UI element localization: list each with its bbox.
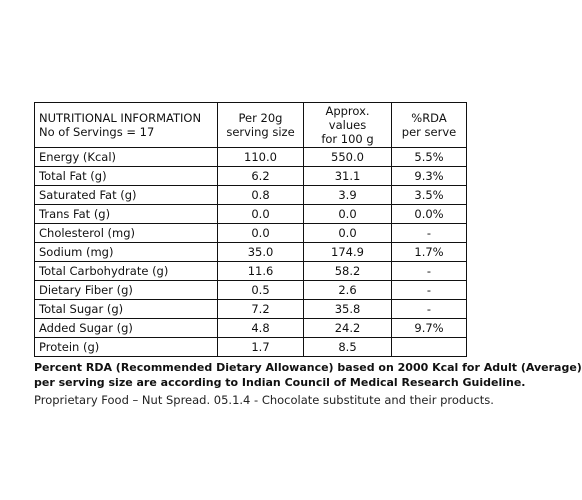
header-per-serving-line1: Per 20g <box>238 111 283 125</box>
per-100g-value: 31.1 <box>304 167 392 186</box>
table-row <box>35 224 467 243</box>
table-row <box>35 300 467 319</box>
table-row <box>35 186 467 205</box>
nutrition-label <box>34 102 582 408</box>
table-row <box>35 338 467 357</box>
per-100g-value: 550.0 <box>304 148 392 167</box>
header-per-100g <box>304 103 392 148</box>
rda-value: - <box>392 224 467 243</box>
rda-value: 9.7% <box>392 319 467 338</box>
header-title: NUTRITIONAL INFORMATION <box>39 111 202 125</box>
nutrition-table <box>34 102 467 357</box>
per-100g-value: 0.0 <box>304 224 392 243</box>
per-serving-value: 0.0 <box>218 205 304 224</box>
nutrient-name: Saturated Fat (g) <box>35 186 218 205</box>
table-row <box>35 319 467 338</box>
rda-value: 0.0% <box>392 205 467 224</box>
rda-value: - <box>392 300 467 319</box>
nutrient-name: Total Carbohydrate (g) <box>35 262 218 281</box>
nutrient-name: Cholesterol (mg) <box>35 224 218 243</box>
header-servings: No of Servings = 17 <box>39 125 155 139</box>
header-per-serving-line2: serving size <box>226 125 295 139</box>
rda-value: 9.3% <box>392 167 467 186</box>
nutrient-name: Protein (g) <box>35 338 218 357</box>
table-row <box>35 148 467 167</box>
per-100g-value: 3.9 <box>304 186 392 205</box>
nutrient-name: Sodium (mg) <box>35 243 218 262</box>
rda-value: 5.5% <box>392 148 467 167</box>
per-100g-value: 58.2 <box>304 262 392 281</box>
table-header-row <box>35 103 467 148</box>
per-100g-value: 2.6 <box>304 281 392 300</box>
rda-value <box>392 338 467 357</box>
food-classification: Proprietary Food – Nut Spread. 05.1.4 - Chocolate substitute and their products. <box>34 393 494 407</box>
per-100g-value: 0.0 <box>304 205 392 224</box>
per-serving-value: 6.2 <box>218 167 304 186</box>
header-rda <box>392 103 467 148</box>
rda-value: 1.7% <box>392 243 467 262</box>
table-row <box>35 167 467 186</box>
rda-value: 3.5% <box>392 186 467 205</box>
rda-footnote-line1: Percent RDA (Recommended Dietary Allowance) based on 2000 Kcal for Adult (Average) <box>34 361 582 374</box>
table-row <box>35 262 467 281</box>
header-per-serving <box>218 103 304 148</box>
header-rda-line1: %RDA <box>411 111 447 125</box>
per-100g-value: 24.2 <box>304 319 392 338</box>
nutrient-name: Energy (Kcal) <box>35 148 218 167</box>
nutrient-name: Trans Fat (g) <box>35 205 218 224</box>
table-row <box>35 281 467 300</box>
per-serving-value: 11.6 <box>218 262 304 281</box>
per-serving-value: 0.8 <box>218 186 304 205</box>
per-serving-value: 0.0 <box>218 224 304 243</box>
table-row <box>35 205 467 224</box>
header-nutritional-information <box>35 103 218 148</box>
per-serving-value: 1.7 <box>218 338 304 357</box>
rda-value: - <box>392 262 467 281</box>
per-serving-value: 110.0 <box>218 148 304 167</box>
rda-value: - <box>392 281 467 300</box>
header-per-100g-line1: Approx. values <box>325 104 370 132</box>
nutrient-name: Total Sugar (g) <box>35 300 218 319</box>
per-serving-value: 4.8 <box>218 319 304 338</box>
table-row <box>35 243 467 262</box>
header-per-100g-line2: for 100 g <box>321 132 374 146</box>
nutrient-name: Dietary Fiber (g) <box>35 281 218 300</box>
nutrient-name: Total Fat (g) <box>35 167 218 186</box>
per-serving-value: 0.5 <box>218 281 304 300</box>
per-100g-value: 35.8 <box>304 300 392 319</box>
nutrient-name: Added Sugar (g) <box>35 319 218 338</box>
header-rda-line2: per serve <box>401 125 457 139</box>
per-100g-value: 174.9 <box>304 243 392 262</box>
per-100g-value: 8.5 <box>304 338 392 357</box>
rda-footnote-line2: per serving size are according to Indian Council of Medical Research Guideline. <box>34 376 526 389</box>
per-serving-value: 7.2 <box>218 300 304 319</box>
per-serving-value: 35.0 <box>218 243 304 262</box>
nutrient-rows <box>35 148 467 357</box>
